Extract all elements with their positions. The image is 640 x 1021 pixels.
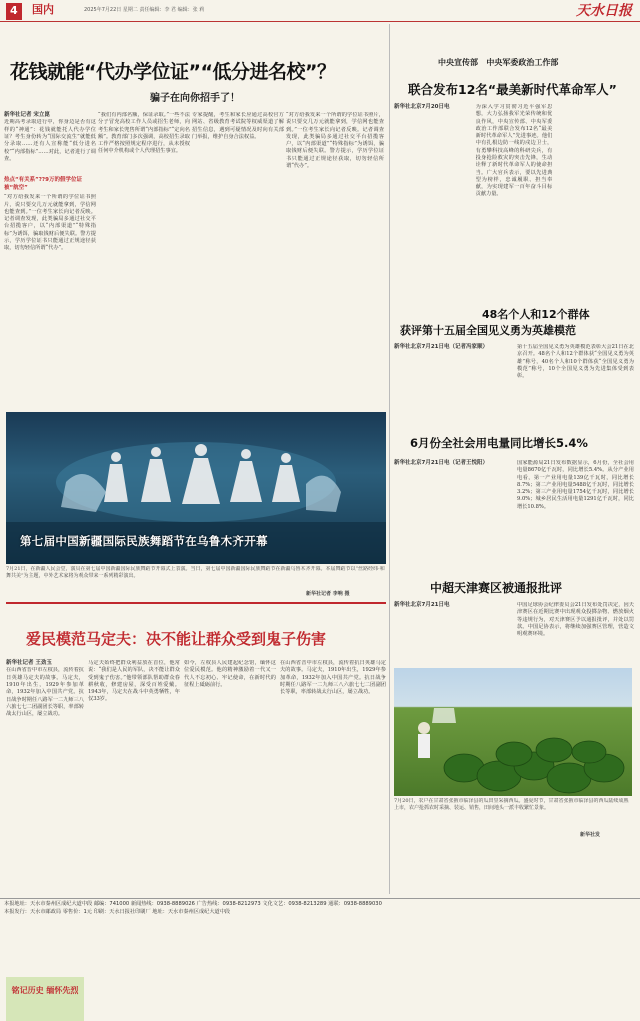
article2-column-3 [184, 660, 276, 890]
lead-column-2 [98, 112, 190, 412]
lead-subheadline: 骗子在向你招手了！ [150, 93, 240, 104]
right-power-body-columns [394, 460, 634, 560]
lead-intro: 近期高考录取进行中，你身边是否有这样的“神通”：花钱就能托人代办学位证？考生身份转为“国际交流生”就能低分录取……还有人宣称能“低分进名校”“内部指标”……对此，记者进行了调查。 [4, 119, 96, 162]
lead-body-text: “对方给我发来一个所谓的学位证书照片，说只要交几万元就能拿到，学信网也能查到。”一位考生家长向记者反映。记者调查发现，此类骗局多通过社交平台招揽客户，以“内部渠道”“特殊指标”为诱饵，骗取钱财后便失联。警方提示，学历学位证书只能通过正规途径获取，切勿轻信所谓“代办”。 [4, 194, 96, 252]
article2-headline: 爱民模范马定夫：决不能让群众受到鬼子伤害 [26, 630, 327, 648]
page-number: 4 [6, 3, 22, 20]
right-top-issuers [438, 58, 628, 69]
right-mid-subheadline: 获评第十五届全国见义勇为英雄模范 [400, 324, 576, 337]
farm-photo [394, 668, 632, 796]
newspaper-logo: 天水日报 [576, 3, 632, 19]
main-photo-credit: 新华社记者 李响 摄 [306, 591, 350, 597]
issuer-1: 中央宣传部 [438, 58, 478, 67]
main-photo-caption: 7月21日，在新疆人民会堂，演员在第七届中国新疆国际民族舞蹈节开幕式上表演。当日，第七届中国新疆国际民族舞蹈节在新疆乌鲁木齐开幕。本届舞蹈节以“丝路经纬·和舞共美”为主题，中外艺术家将为观众带来一系列精彩演出。 [6, 566, 385, 579]
right-power-headline: 6月份全社会用电量同比增长5.4% [410, 436, 588, 450]
watermelon-illustration [394, 668, 632, 796]
article2-body-3: 如今，左权县人民建起纪念馆，缅怀这位爱民模范。他的精神激励着一代又一代人不忘初心、牢记使命，在新时代的征程上砥砺前行。 [184, 660, 276, 688]
main-photo [6, 412, 386, 564]
masthead [0, 0, 640, 22]
lead-column-3 [192, 112, 284, 412]
footer-line-2: 本报发行：天水市邮政局 零售价：1元 印刷：天水日报社印刷厂 地址：天水市秦州区成纪大道中段 [4, 908, 231, 915]
footer-line-1: 本报地址：天水市秦州区成纪大道中段 邮编：741000 新闻热线：0938-8889026 广告热线：0938-8212973 文化文艺：0938-8213289 通联：0938-8889030 [4, 901, 382, 907]
section-name: 国内 [32, 3, 54, 16]
article2-column-4 [280, 660, 386, 890]
lead-body-text-2: “我们有内部名额，保证录取。”一些不法分子冒充高校工作人员或招生老师，向考生和家长兜售所谓“内部指标”“定向名额”。教育部门多次强调，高校招生录取工作严格按照规定程序进行，从未授权任何中介机构或个人代理招生事宜。 [98, 112, 190, 155]
lead-sidebar-title: 热点“有关系”??9万的假学位证被“航空” [4, 177, 82, 191]
lead-column-4 [286, 112, 384, 412]
right-bottom-body: 中国足球协会纪律委员会21日发布处罚决定，因天津赛区在近期比赛中出现观众投掷杂物、燃放烟火等违规行为，对天津赛区予以通报批评，并处以罚款。中国足协表示，将继续加强赛区管理，营造文明观赛环境。 [517, 602, 634, 638]
right-bottom-headline: 中超天津赛区被通报批评 [430, 581, 563, 595]
lead-body-text-4: “对方给我发来一个所谓的学位证书照片，说只要交几万元就能拿到，学信网也能查到。”一位考生家长向记者反映。记者调查发现，此类骗局多通过社交平台招揽客户，以“内部渠道”“特殊指标”为诱饵，骗取钱财后便失联。警方提示，学历学位证书只能通过正规途径获取，切勿轻信所谓“代办”。 [286, 112, 384, 169]
right-mid-body-columns [394, 344, 634, 414]
lead-column-1 [4, 112, 96, 412]
right-bottom-body-columns [394, 602, 634, 664]
right-top-byline: 新华社北京7月20日电 [394, 104, 450, 110]
date-line: 2025年7月22日 星期二 责任编辑：李 君 编辑：张 莉 [84, 7, 205, 13]
article2-label-text: 铭记历史 缅怀先烈 [11, 986, 79, 996]
divider-rule [6, 602, 386, 604]
photo-overlay-title: 第七届中国新疆国际民族舞蹈节在乌鲁木齐开幕 [20, 534, 268, 548]
farm-photo-caption: 7月20日，农户在甘肃省张掖市临泽县的瓜田里采摘西瓜。盛夏时节，甘肃省张掖市临泽县的西瓜陆续成熟上市，农户抢抓农时采摘、装运、销售，田间地头一派丰收繁忙景象。 [394, 798, 629, 811]
article2-body-4: 在山西省晋中市左权县，流传着抗日英雄马定夫的故事。马定夫，1910年出生，1929年参加革命，1932年加入中国共产党。抗日战争时期任八路军一二九师三八六旅七七二团副团长等职，率部转战太行山区，屡立战功。 [280, 660, 386, 696]
article2-column-1 [6, 660, 84, 996]
right-top-headline: 联合发布12名“最美新时代革命军人” [408, 82, 617, 97]
farm-photo-credit: 新华社发 [580, 832, 601, 838]
right-top-body-columns [394, 104, 634, 304]
article2-column-2 [88, 660, 180, 890]
right-top-body: 为深入学习贯彻习近平强军思想，大力弘扬我军光荣传统和优良作风，中央宣传部、中央军委政治工作部联合发布12名“最美新时代革命军人”先进事迹。他们中有扎根边防一线的戍边卫士，有勇攀科技高峰的科研尖兵，有投身抢险救灾的突击先锋，生动诠释了新时代革命军人的使命担当。广大官兵表示，要以先进典型为榜样，忠诚履职、担当奉献，为实现建军一百年奋斗目标贡献力量。 [475, 104, 553, 198]
column-separator [389, 24, 390, 894]
right-mid-headline: 48名个人和12个群体 [482, 308, 590, 321]
lead-headline: 花钱就能“代办学位证”“低分进名校”？ [10, 61, 336, 83]
article2-body-1: 在山西省晋中市左权县，流传着抗日英雄马定夫的故事。马定夫，1910年出生，1929年参加革命，1932年加入中国共产党。抗日战争时期任八路军一二九师三八六旅七七二团副团长等职，率部转战太行山区，屡立战功。 [6, 667, 84, 718]
right-power-body: 国家能源局21日发布数据显示，6月份，全社会用电量8670亿千瓦时，同比增长5.4%。从分产业用电看，第一产业用电量139亿千瓦时，同比增长8.7%；第二产业用电量5488亿千瓦时，同比增长3.2%；第三产业用电量1754亿千瓦时，同比增长9.0%；城乡居民生活用电量1291亿千瓦时，同比增长10.8%。 [517, 460, 634, 510]
article2-body-2: 马定夫始终把群众利益放在首位，他常说：“我们是人民的军队，决不能让群众受到鬼子伤害。”他带领部队帮助群众春耕秋收，修建房屋，深受百姓爱戴。1943年，马定夫在战斗中英勇牺牲，年仅33岁。 [88, 660, 180, 703]
right-bottom-byline: 新华社北京7月21日电 [394, 602, 450, 608]
lead-byline: 新华社记者 宋立崑 [4, 112, 50, 118]
page-footer [0, 898, 640, 918]
lead-body-text-3: 专家提醒，考生和家长应通过高校官方网站、省级教育考试院等权威渠道了解招生信息，遇到可疑情况及时向有关部门举报，维护自身合法权益。 [192, 112, 284, 140]
issuer-2: 中央军委政治工作部 [486, 58, 559, 67]
right-mid-body: 第十五届全国见义勇为英雄模范表彰大会21日在北京召开。48名个人和12个群体获“全国见义勇为英雄”称号，40名个人和10个群体获“全国见义勇为模范”称号，10个全国见义勇为先进集体受到表彰。 [517, 344, 634, 380]
article2-label-box [6, 977, 84, 1021]
right-power-byline: 新华社北京7月21日电（记者王悦阳） [394, 460, 488, 466]
article2-byline: 新华社记者 王劲玉 [6, 660, 52, 666]
right-mid-byline: 新华社北京7月21日电（记者冯家顺） [394, 344, 488, 350]
